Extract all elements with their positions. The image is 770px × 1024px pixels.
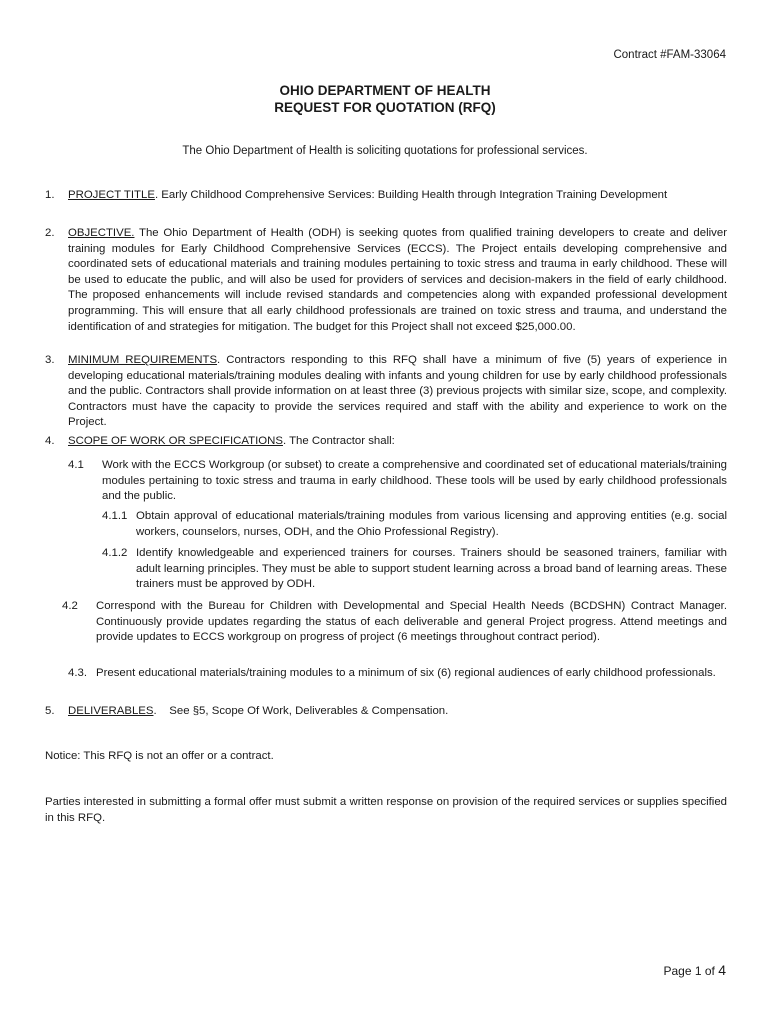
section-5-text: . See §5, Scope Of Work, Deliverables & Compensation. (153, 705, 449, 717)
page-label: Page 1 of (663, 964, 719, 978)
section-3-heading: MINIMUM REQUIREMENTS (68, 354, 218, 366)
parties-text: Parties interested in submitting a formal offer must submit a written response on provision of the required services or supplies specified in this RFQ. (45, 796, 727, 824)
section-5-heading: DELIVERABLES (68, 705, 154, 717)
title-line-2: REQUEST FOR QUOTATION (RFQ) (274, 100, 496, 115)
section-3-text: . Contractors responding to this RFQ shall have a minimum of five (5) years of experience in developing educational materials/training modules dealing with infants and young children for use by early childhood professionals and the public. Contractors shall provide information on at least three (3) previous projects with similar size, scope, and complexity. Contractors must have the capacity to provide the services required and staff with the ability and experience to work on the Project. (68, 354, 727, 429)
section-4-heading: SCOPE OF WORK OR SPECIFICATIONS (68, 435, 283, 447)
section-5-number: 5. (45, 705, 55, 717)
subsection-4-1-number: 4.1 (68, 459, 84, 471)
section-4-text: . The Contractor shall: (282, 435, 395, 447)
subsection-4-2-number: 4.2 (62, 600, 78, 612)
subsection-4-3-number: 4.3. (68, 667, 87, 679)
intro-text: The Ohio Department of Health is soliciting quotations for professional services. (182, 145, 588, 157)
page-number (663, 962, 726, 978)
section-2-heading: OBJECTIVE. (68, 227, 135, 239)
subsection-4-2-text: Correspond with the Bureau for Children with Developmental and Special Health Needs (BCDSHN) Contract Manager. Continuously provide updates regarding the status of each deliverable and general Project progress. Attend meetings and provide updates to ECCS workgroup on progress of project (6 meetings throughout contract period). (96, 600, 727, 644)
section-1-heading: PROJECT TITLE (68, 189, 155, 201)
section-2-number: 2. (45, 227, 55, 239)
title-line-1: OHIO DEPARTMENT OF HEALTH (279, 83, 491, 98)
notice-text: Notice: This RFQ is not an offer or a contract. (45, 750, 274, 762)
section-2 (68, 226, 727, 335)
section-1-text: . Early Childhood Comprehensive Services: Building Health through Integration Training Development (154, 189, 668, 201)
page-total: 4 (718, 962, 726, 978)
subsection-4-1-2-text: Identify knowledgeable and experienced trainers for courses. Trainers should be seasoned trainers, familiar with adult learning principles. They must be able to support student learning across a broad band of learning areas. These trainers must be approved by ODH. (136, 547, 727, 591)
subsection-4-1-1-number: 4.1.1 (102, 510, 128, 522)
section-2-text: The Ohio Department of Health (ODH) is seeking quotes from qualified training developers to create and deliver training modules for Early Childhood Comprehensive Services (ECCS). The Project entails developing comprehensive and coordinated sets of educational materials and training modules pertaining to toxic stress and trauma in early childhood. These will be used to educate the public, and will also be used for providers of services and decision-makers in the field of early childhood. The proposed enhancements will include revised standards and competencies along with expanded professional development programming. This will ensure that all early childhood professionals are trained on toxic stress and trauma, and understand the identification of and strategies for mitigation. The budget for this Project shall not exceed $25,000.00. (68, 227, 727, 333)
subsection-4-1-2-number: 4.1.2 (102, 547, 128, 559)
subsection-4-3-text: Present educational materials/training modules to a minimum of six (6) regional audiences of early childhood professionals. (96, 667, 716, 679)
section-5 (68, 704, 727, 720)
section-4 (68, 434, 727, 450)
section-3-number: 3. (45, 354, 55, 366)
section-4-number: 4. (45, 435, 55, 447)
subsection-4-1-text: Work with the ECCS Workgroup (or subset) to create a comprehensive and coordinated set of educational materials/training modules pertaining to toxic stress and trauma in early childhood. These tools will be used by early childhood professionals and the public. (102, 459, 727, 503)
section-1 (68, 188, 668, 204)
contract-number: Contract #FAM-33064 (613, 49, 726, 61)
section-3 (68, 353, 727, 431)
section-1-number: 1. (45, 189, 55, 201)
subsection-4-1-1-text: Obtain approval of educational materials/training modules from various licensing and approving entities (e.g. social workers, counselors, nurses, ODH, and the Ohio Professional Registry). (136, 510, 727, 538)
